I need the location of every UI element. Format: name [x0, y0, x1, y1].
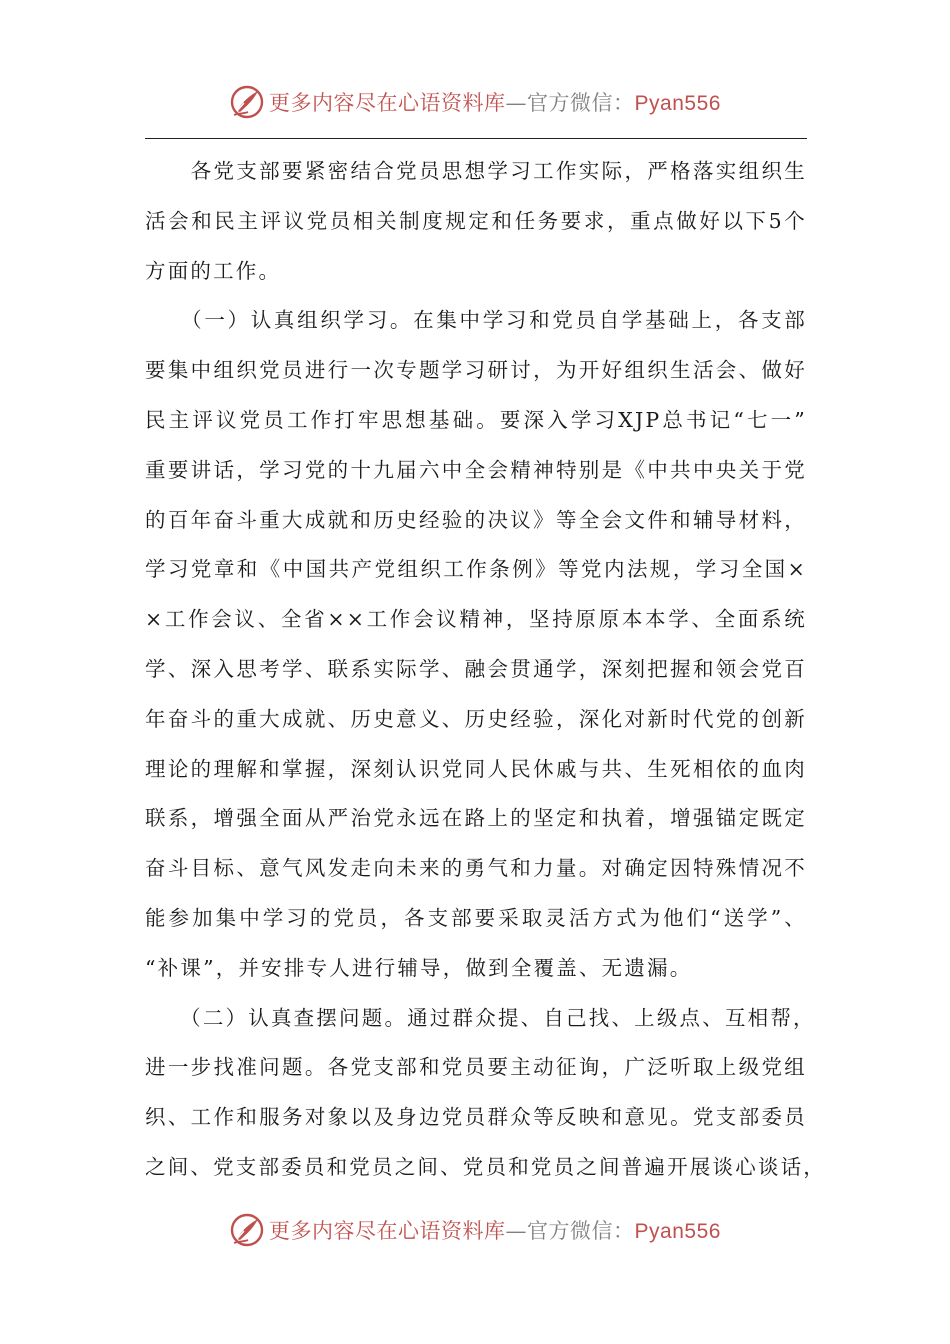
text-line: 活会和民主评议党员相关制度规定和任务要求，重点做好以下5个: [145, 208, 807, 233]
text-line: 进一步找准问题。各党支部和党员要主动征询，广泛听取上级党组: [145, 1055, 807, 1080]
watermark-dash: —: [505, 1219, 528, 1243]
text-line: （一）认真组织学习。在集中学习和党员自学基础上，各支部: [145, 308, 807, 333]
text-line: 年奋斗的重大成就、历史意义、历史经验，深化对新时代党的创新: [145, 706, 807, 731]
text-line: ×工作会议、全省××工作会议精神，坚持原原本本学、全面系统: [145, 607, 807, 632]
watermark-middle: 官方微信：: [527, 91, 635, 115]
text-line: 各党支部要紧密结合党员思想学习工作实际，严格落实组织生: [145, 159, 807, 183]
text-line: 理论的理解和掌握，深刻认识党同人民休戚与共、生死相依的血肉: [145, 756, 807, 781]
text-line: 能参加集中学习的党员，各支部要采取灵活方式为他们“送学”、: [145, 905, 807, 930]
watermark-dash: —: [505, 91, 528, 115]
text-line: 奋斗目标、意气风发走向未来的勇气和力量。对确定因特殊情况不: [145, 856, 807, 881]
text-line: 的百年奋斗重大成就和历史经验的决议》等全会文件和辅导材料，: [145, 507, 807, 532]
text-line: 要集中组织党员进行一次专题学习研讨，为开好组织生活会、做好: [145, 358, 807, 383]
text-line: 学、深入思考学、联系实际学、融会贯通学，深刻把握和领会党百: [145, 656, 807, 681]
text-line: “补课”，并安排专人进行辅导，做到全覆盖、无遗漏。: [145, 955, 693, 980]
text-line: 织、工作和服务对象以及身边党员群众等反映和意见。党支部委员: [145, 1105, 807, 1130]
text-line: 方面的工作。: [145, 258, 282, 283]
text-line: （二）认真查摆问题。通过群众提、自己找、上级点、互相帮，: [145, 1005, 816, 1030]
document-body: [145, 147, 826, 1193]
text-line: 联系，增强全面从严治党永远在路上的坚定和执着，增强锚定既定: [145, 806, 807, 831]
watermark-text: [269, 1215, 721, 1245]
watermark-text: [269, 87, 721, 117]
text-line: 之间、党支部委员和党员之间、党员和党员之间普遍开展谈心谈话，: [145, 1154, 826, 1179]
header-rule-divider: [145, 138, 807, 139]
footer-watermark-banner: [0, 1208, 950, 1252]
watermark-middle: 官方微信：: [527, 1219, 635, 1243]
watermark-prefix: 更多内容尽在心语资料库: [269, 91, 506, 115]
pen-nib-logo-icon: [229, 1212, 265, 1248]
pen-nib-logo-icon: [229, 84, 265, 120]
watermark-prefix: 更多内容尽在心语资料库: [269, 1219, 506, 1243]
text-line: 学习党章和《中国共产党组织工作条例》等党内法规，学习全国×: [145, 557, 807, 582]
watermark-wechat-id: Pyan556: [634, 1220, 721, 1243]
header-watermark-banner: [0, 80, 950, 124]
watermark-wechat-id: Pyan556: [634, 92, 721, 115]
text-line: 民主评议党员工作打牢思想基础。要深入学习XJP总书记“七一”: [145, 407, 807, 432]
text-line: 重要讲话，学习党的十九届六中全会精神特别是《中共中央关于党: [145, 457, 807, 482]
